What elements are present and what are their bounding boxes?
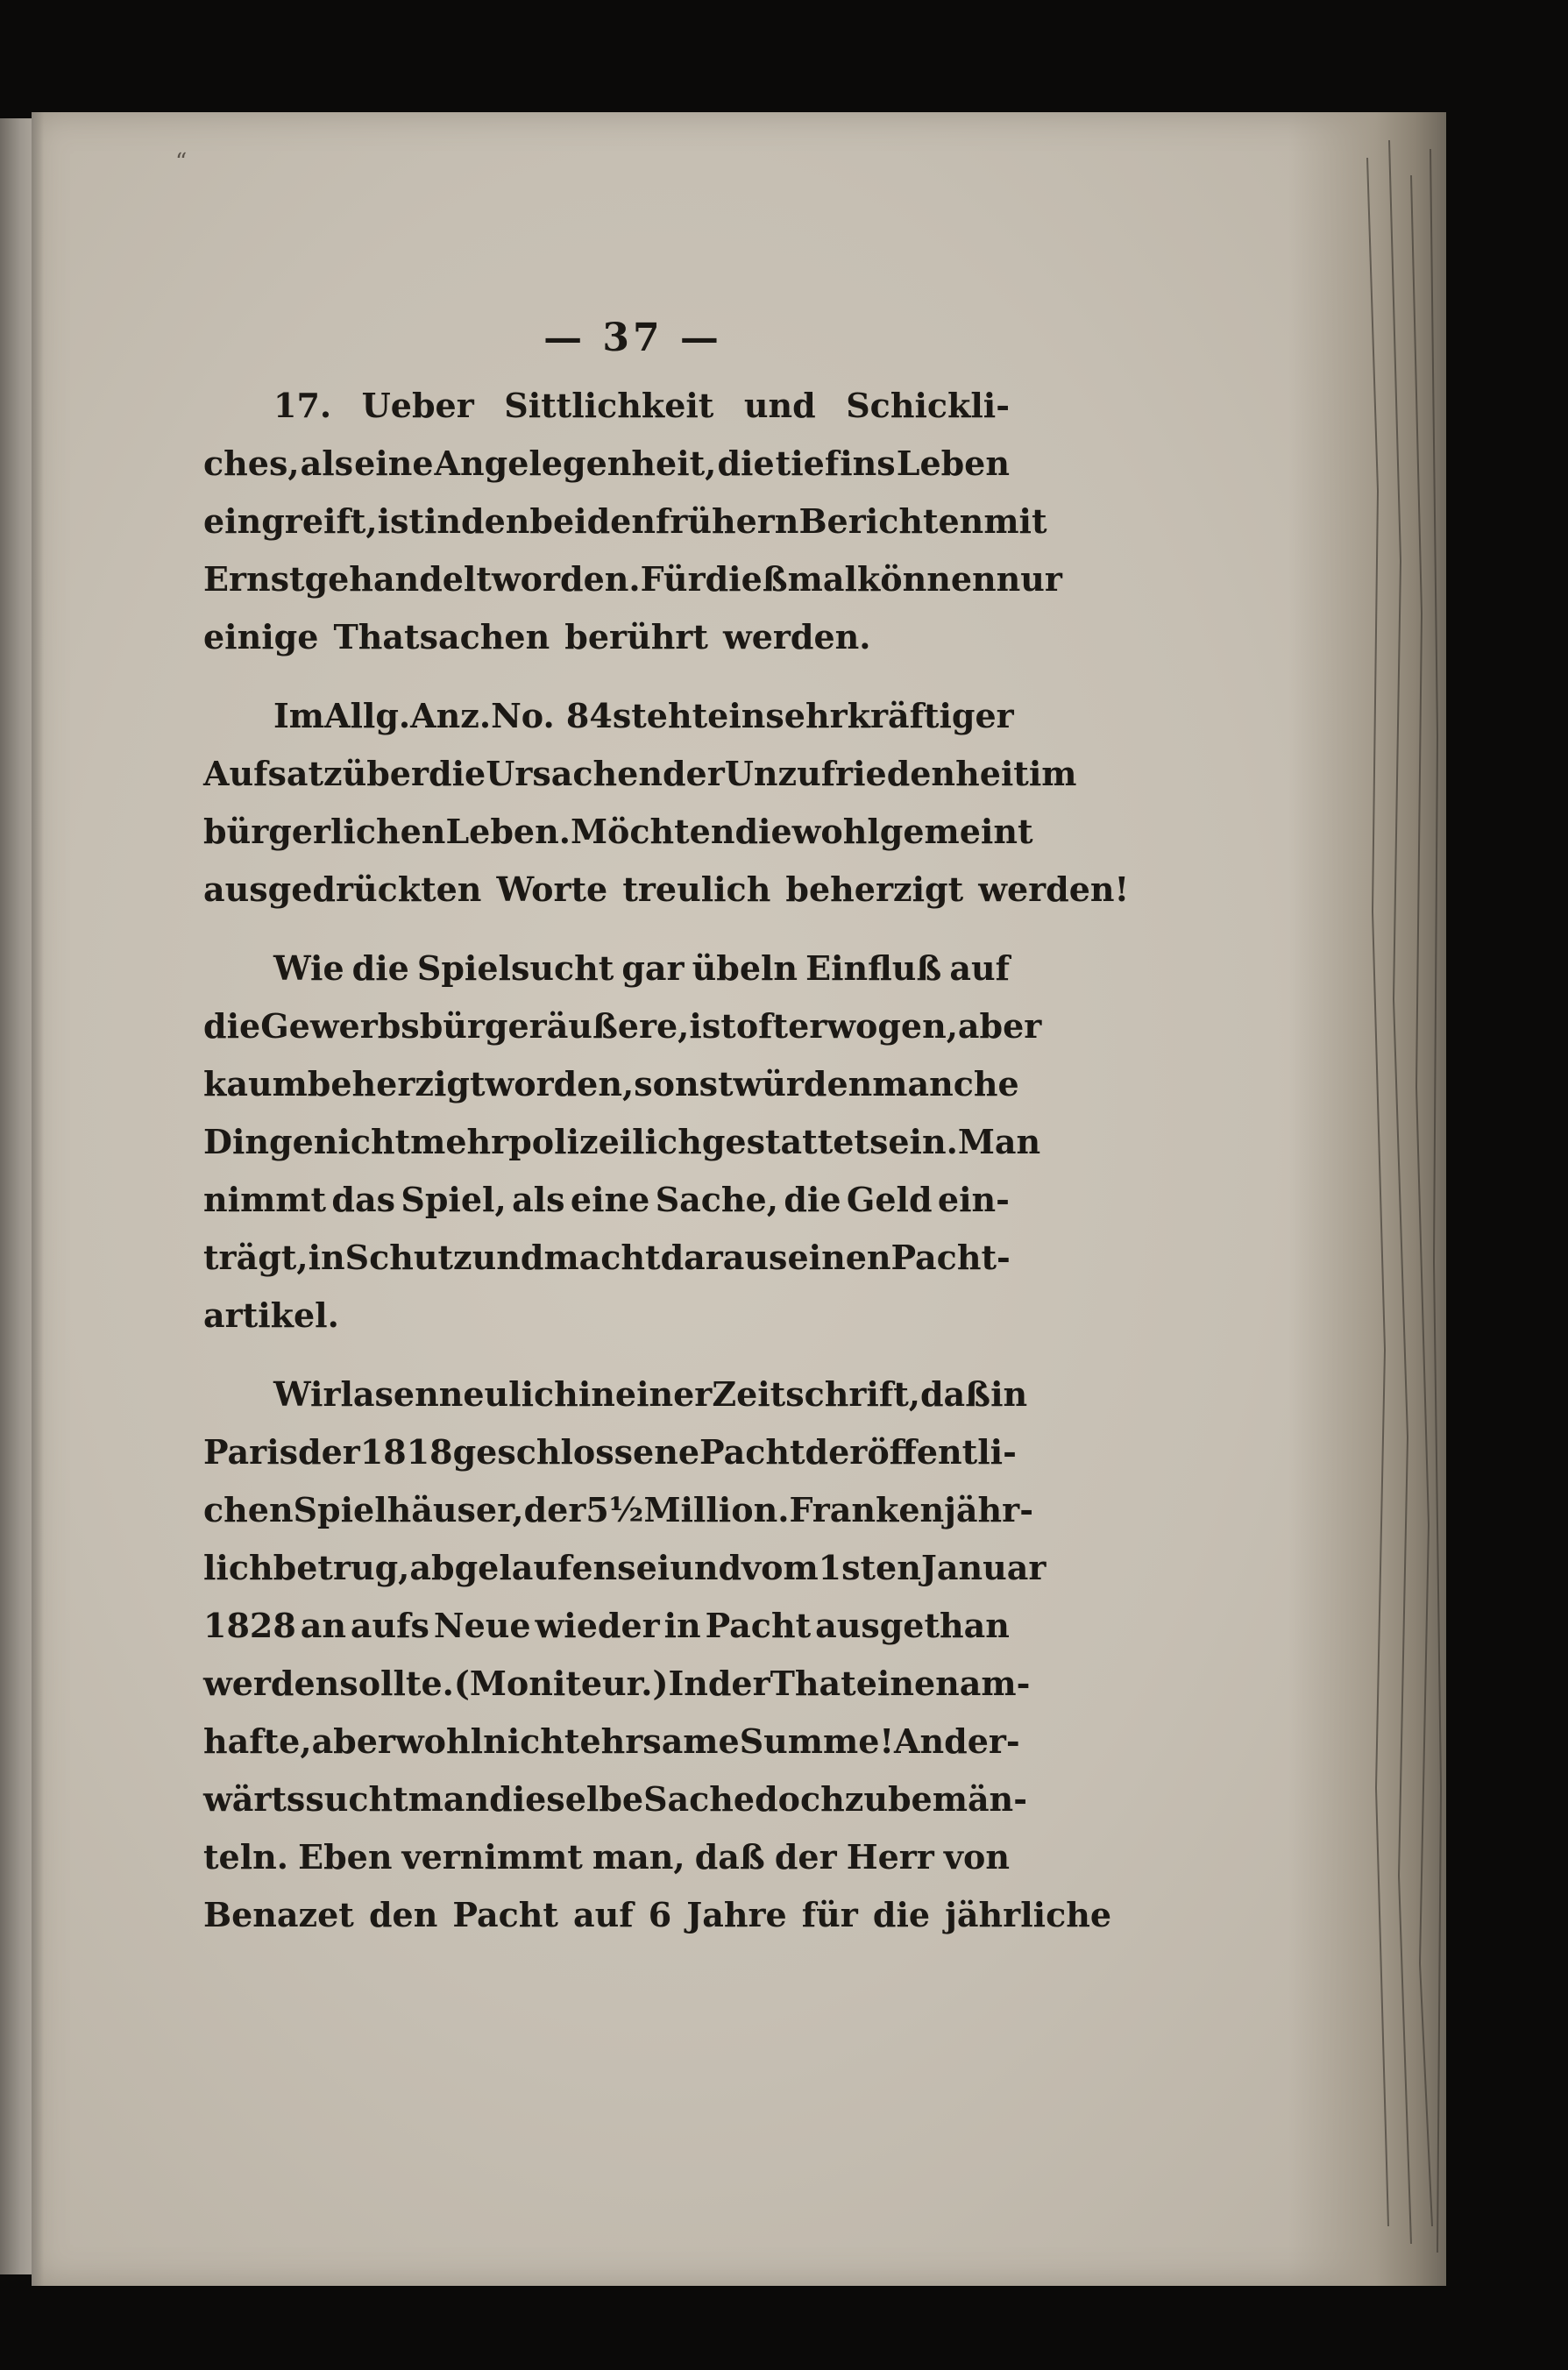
word: aufs	[350, 1606, 429, 1645]
word: eine	[570, 1180, 650, 1219]
word: kräftiger	[847, 696, 1014, 735]
paragraph	[203, 687, 1130, 919]
word: ausgedrückten	[203, 869, 482, 909]
word: Leben.	[445, 812, 571, 851]
word: Pacht	[452, 1895, 558, 1934]
text-line	[203, 745, 1077, 803]
word: sollte.	[339, 1664, 454, 1703]
word: und	[472, 1238, 544, 1277]
word: der	[805, 1432, 868, 1472]
word: und	[670, 1548, 742, 1587]
text-line	[203, 997, 1042, 1055]
word: treulich	[622, 869, 771, 909]
word: artikel.	[203, 1295, 339, 1335]
word: von	[943, 1837, 1010, 1877]
text-line	[203, 1770, 1027, 1828]
word: der	[662, 754, 725, 793]
word: Leben	[896, 443, 1010, 483]
word: in	[663, 1606, 701, 1645]
word: Schickli-	[846, 386, 1010, 425]
word: wohl	[394, 1721, 484, 1761]
word: Spielsucht	[416, 948, 614, 988]
word: bürgerlichen	[203, 812, 446, 851]
word: einige	[203, 617, 319, 656]
word: teln.	[203, 1837, 289, 1877]
word: Neue	[433, 1606, 531, 1645]
word: werden.	[723, 617, 871, 656]
word: 17.	[273, 386, 332, 425]
word: als	[300, 443, 354, 483]
paragraph	[203, 1366, 1112, 1944]
word: übeln	[692, 948, 798, 988]
word: eine	[855, 1664, 936, 1703]
word: können	[856, 559, 997, 599]
word: dießmal	[705, 559, 857, 599]
word: die	[734, 812, 792, 851]
text-line	[203, 493, 1047, 550]
text-line	[203, 1423, 1017, 1481]
text-line	[203, 1655, 1031, 1713]
word: frühern	[655, 501, 799, 541]
word: Spiel,	[401, 1180, 507, 1219]
word: werden	[203, 1664, 340, 1703]
word: Zeitschrift,	[712, 1374, 920, 1414]
word: Ueber	[361, 386, 474, 425]
word: worden,	[485, 1064, 635, 1103]
text-line	[203, 1055, 1019, 1113]
word: sehr	[765, 696, 848, 735]
word: Dinge	[203, 1122, 314, 1161]
word: (Moniteur.)	[453, 1664, 669, 1703]
word: über	[342, 754, 429, 793]
word: Für	[640, 559, 706, 599]
word: Im	[273, 696, 324, 735]
word: aber	[311, 1721, 395, 1761]
word: Ernst	[203, 559, 305, 599]
word: in	[578, 1374, 615, 1414]
word: 6	[648, 1895, 672, 1934]
word: geschlossene	[452, 1432, 700, 1472]
word: an	[300, 1606, 346, 1645]
word: abgelaufen	[409, 1548, 618, 1587]
page-number: — 37 —	[543, 316, 722, 360]
word: die	[717, 443, 775, 483]
text-line	[203, 1597, 1010, 1655]
word: der	[707, 1664, 770, 1703]
word: ehrsame	[579, 1721, 740, 1761]
word: betrug,	[273, 1548, 410, 1587]
word: die	[351, 948, 409, 988]
word: daß	[919, 1374, 991, 1414]
word: Anz.	[410, 696, 492, 735]
word: Geld	[846, 1180, 933, 1219]
word: der	[523, 1490, 586, 1529]
word: Angelegenheit,	[434, 443, 717, 483]
word: Berichten	[798, 501, 984, 541]
word: im	[1028, 754, 1077, 793]
word: worden.	[491, 559, 641, 599]
word: auf	[949, 948, 1010, 988]
word: 1818	[359, 1432, 453, 1472]
word: Franken	[789, 1490, 945, 1529]
word: Herr	[846, 1837, 934, 1877]
text-line	[203, 608, 1010, 666]
word: Man	[957, 1122, 1041, 1161]
text-line	[203, 1287, 1010, 1345]
word: That	[770, 1664, 856, 1703]
word: oft	[735, 1006, 789, 1046]
word: Möchten	[570, 812, 735, 851]
word: und	[743, 386, 816, 425]
word: dieselbe	[489, 1779, 644, 1819]
word: beherzigt	[307, 1064, 486, 1103]
word: die	[203, 1006, 261, 1046]
text-line	[203, 1828, 1010, 1886]
word: sei	[617, 1548, 670, 1587]
word: jährliche	[945, 1895, 1112, 1934]
word: Worte	[496, 869, 608, 909]
word: Unzufriedenheit	[724, 754, 1029, 793]
word: Ander-	[894, 1721, 1020, 1761]
text-line	[203, 1229, 1010, 1287]
text-line	[203, 1886, 1112, 1944]
word: bemän-	[887, 1779, 1027, 1819]
word: die	[784, 1180, 841, 1219]
word: ausgethan	[815, 1606, 1010, 1645]
word: jähr-	[944, 1490, 1033, 1529]
word: Einfluß	[805, 948, 942, 988]
word: Jahre	[686, 1895, 787, 1934]
word: einer	[614, 1374, 713, 1414]
word: ist	[377, 501, 424, 541]
text-line	[203, 803, 1033, 861]
word: wärts	[203, 1779, 306, 1819]
word: Allg.	[323, 696, 411, 735]
text-line	[203, 861, 1130, 919]
word: Pacht	[705, 1606, 812, 1645]
word: wieder	[535, 1606, 660, 1645]
word: Benazet	[203, 1895, 354, 1934]
word: die	[872, 1895, 931, 1934]
word: sonst	[634, 1064, 734, 1103]
word: Million.	[643, 1490, 790, 1529]
word: vom	[741, 1548, 819, 1587]
word: Ursachen	[486, 754, 663, 793]
word: gar	[621, 948, 685, 988]
word: aber	[957, 1006, 1042, 1046]
word: Pacht	[699, 1432, 805, 1472]
word: Gewerbsbürger	[260, 1006, 547, 1046]
stray-ink-mark: “	[175, 149, 188, 175]
word: nicht	[483, 1721, 580, 1761]
word: ein	[707, 696, 766, 735]
word: öffentli-	[867, 1432, 1017, 1472]
word: mehr	[410, 1122, 509, 1161]
word: Januar	[920, 1548, 1047, 1587]
word: 5½	[585, 1490, 644, 1529]
word: den	[461, 501, 530, 541]
text-line	[203, 1171, 1010, 1229]
word: Spielhäuser,	[293, 1490, 524, 1529]
word: für	[801, 1895, 858, 1934]
text-line	[203, 1366, 1028, 1423]
word: Schutz	[344, 1238, 472, 1277]
word: Pacht-	[890, 1238, 1011, 1277]
word: hafte,	[203, 1721, 312, 1761]
word: in	[990, 1374, 1028, 1414]
word: macht	[543, 1238, 661, 1277]
text-line	[203, 940, 1010, 997]
word: Eben	[298, 1837, 393, 1877]
paragraph	[203, 940, 1042, 1345]
word: tief	[775, 443, 840, 483]
word: eine	[354, 443, 434, 483]
word: steht	[612, 696, 708, 735]
word: ins	[840, 443, 896, 483]
word: wohlgemeint	[791, 812, 1033, 851]
page-text	[203, 316, 1130, 1944]
text-line	[203, 550, 1062, 608]
text-line	[203, 687, 1014, 745]
paragraph	[203, 377, 1062, 666]
word: beherzigt	[785, 869, 964, 909]
word: manche	[872, 1064, 1019, 1103]
word: auf	[573, 1895, 634, 1934]
word: man,	[592, 1837, 685, 1877]
word: 1828	[203, 1606, 296, 1645]
word: erwogen,	[788, 1006, 958, 1046]
word: Wie	[273, 948, 344, 988]
word: nimmt	[203, 1180, 327, 1219]
word: in	[308, 1238, 345, 1277]
word: Summe!	[739, 1721, 895, 1761]
word: ches,	[203, 443, 300, 483]
paragraphs	[203, 377, 1130, 1944]
word: ein-	[937, 1180, 1010, 1219]
text-line	[203, 435, 1010, 493]
text-line	[203, 377, 1010, 435]
word: chen	[203, 1490, 294, 1529]
word: Sache,	[655, 1180, 778, 1219]
word: den	[368, 1895, 438, 1934]
word: sucht	[305, 1779, 408, 1819]
word: lasen	[340, 1374, 439, 1414]
word: doch	[755, 1779, 845, 1819]
frayed-edge-graphic	[1350, 123, 1446, 2261]
word: einen	[787, 1238, 891, 1277]
word: No. 84	[491, 696, 613, 735]
word: Aufsatz	[203, 754, 343, 793]
word: vernimmt	[401, 1837, 583, 1877]
word: gestattet	[701, 1122, 869, 1161]
word: werden!	[978, 869, 1130, 909]
word: der	[774, 1837, 837, 1877]
word: Sittlichkeit	[504, 386, 714, 425]
word: In	[668, 1664, 708, 1703]
word: würden	[733, 1064, 873, 1103]
word: als	[512, 1180, 565, 1219]
word: die	[429, 754, 486, 793]
word: Sache	[643, 1779, 756, 1819]
word: 1sten	[818, 1548, 921, 1587]
word: ist	[689, 1006, 736, 1046]
word: nam-	[935, 1664, 1031, 1703]
word: berührt	[564, 617, 708, 656]
word: daraus	[660, 1238, 788, 1277]
word: gehandelt	[304, 559, 492, 599]
word: Wir	[273, 1374, 341, 1414]
word: polizeilich	[508, 1122, 702, 1161]
word: lich	[203, 1548, 273, 1587]
text-line	[203, 1481, 1033, 1539]
word: sein.	[869, 1122, 958, 1161]
word: trägt,	[203, 1238, 309, 1277]
word: äußere,	[546, 1006, 690, 1046]
word: Thatsachen	[333, 617, 550, 656]
word: zu	[844, 1779, 888, 1819]
word: nur	[996, 559, 1062, 599]
text-line	[203, 1113, 1041, 1171]
word: nicht	[313, 1122, 411, 1161]
page-spine-shadow	[32, 112, 44, 2286]
word: kaum	[203, 1064, 308, 1103]
word: neulich	[438, 1374, 578, 1414]
word: eingreift,	[203, 501, 378, 541]
word: man	[408, 1779, 490, 1819]
word: der	[298, 1432, 360, 1472]
word: Paris	[203, 1432, 299, 1472]
text-line	[203, 1713, 1020, 1770]
word: mit	[983, 501, 1047, 541]
word: in	[423, 501, 462, 541]
word: beiden	[529, 501, 656, 541]
word: daß	[694, 1837, 765, 1877]
text-line	[203, 1539, 1047, 1597]
word: das	[331, 1180, 396, 1219]
